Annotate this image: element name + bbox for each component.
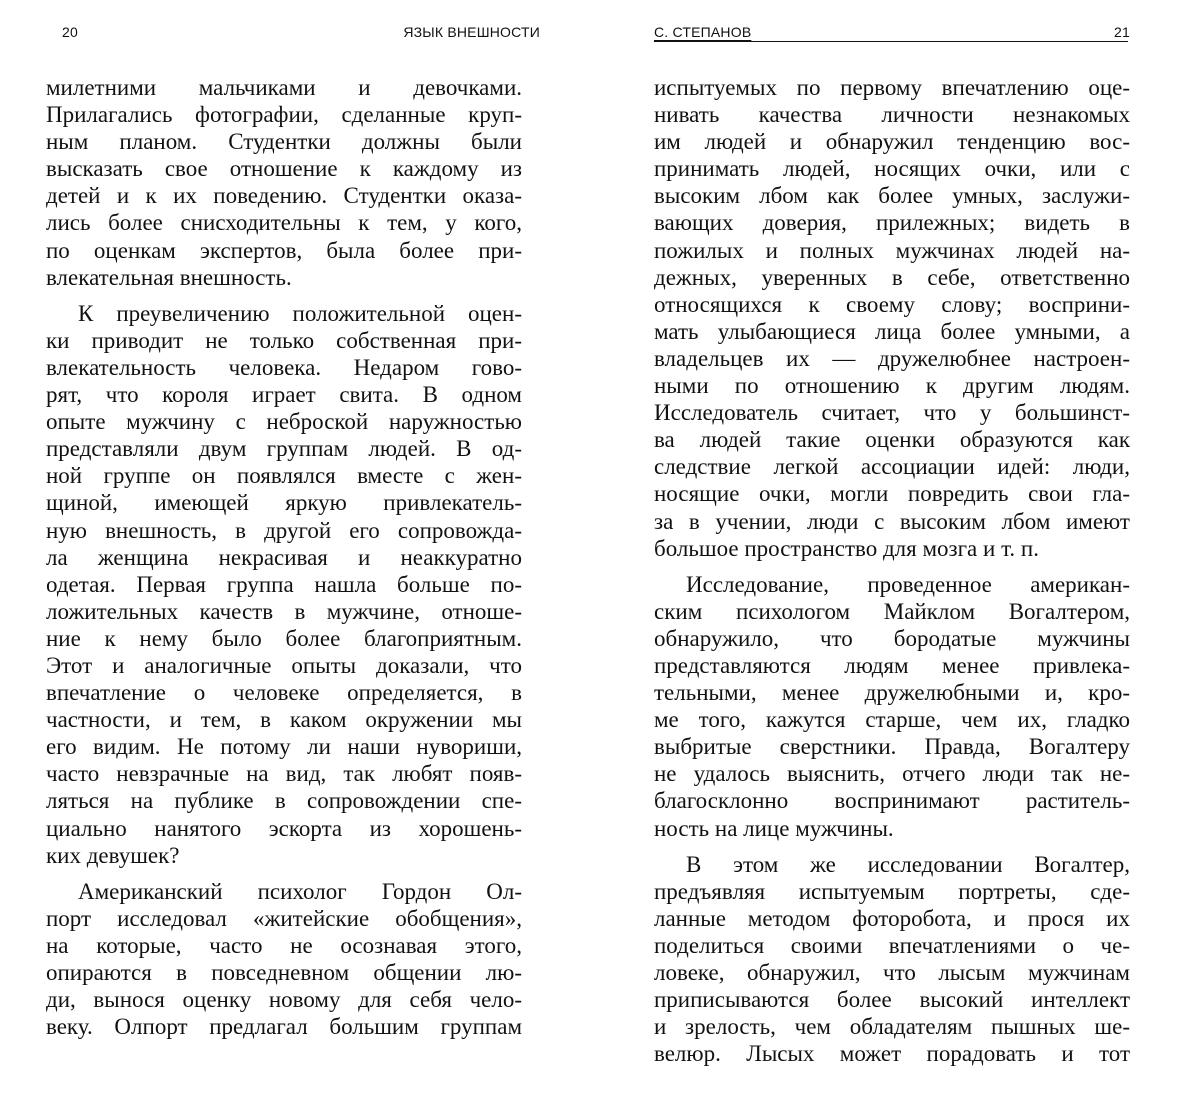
text-line: К преувеличению положительной оцен- (78, 300, 522, 326)
paragraph (46, 878, 522, 1041)
text-line: следствие легкой ассоциации идей: люди, (654, 454, 1130, 480)
text-line: ловеке, обнаружил, что лысым мужчинам (654, 960, 1130, 985)
text-line: за в учении, люди с высоким лбом имеют (654, 508, 1130, 534)
text-line: не удалось выяснить, отчего люди так не- (654, 761, 1130, 787)
paragraph (46, 300, 522, 869)
text-line: носящие очки, могли повредить свои гла- (654, 481, 1130, 507)
left-page-body (46, 74, 522, 1049)
text-line: влекательность человека. Недаром гово- (46, 354, 522, 380)
text-line: В этом же исследовании Вогалтер, (686, 851, 1130, 877)
text-line: порт исследовал «житейские обобщения», (46, 905, 522, 931)
text-line: ких девушек? (46, 842, 180, 868)
text-line: принимать людей, носящих очки, или с (654, 156, 1130, 182)
text-line: ланные методом фоторобота, и прося их (654, 905, 1130, 931)
text-line: Исследователь считает, что у большинст- (654, 400, 1130, 426)
text-line: тельными, менее дружелюбными и, кро- (654, 680, 1130, 706)
text-line: Прилагались фотографии, сделанные круп- (46, 102, 522, 128)
text-line: милетними мальчиками и девочками. (46, 75, 522, 100)
text-line: поделиться своими впечатлениями о че- (654, 932, 1130, 958)
text-line: Исследование, проведенное американ- (686, 571, 1130, 597)
text-line: ние к нему было более благоприятным. (46, 625, 522, 651)
text-line: ляться на публике в сопровождении спе- (46, 788, 522, 814)
text-line: ла женщина некрасивая и неаккуратно (46, 544, 522, 570)
text-line: ным планом. Студентки должны были (46, 129, 522, 155)
text-line: циально нанятого эскорта из хорошень- (46, 815, 522, 841)
text-line: опираются в повседневном общении лю- (46, 960, 522, 985)
paragraph (654, 851, 1130, 1068)
paragraph (654, 74, 1130, 562)
text-line: относящихся к своему слову; восприни- (654, 291, 1130, 317)
text-line: мать улыбающиеся лица более умными, а (654, 318, 1130, 344)
text-line: ским психологом Майклом Вогалтером, (654, 598, 1130, 624)
text-line: рят, что короля играет свита. В одном (46, 382, 522, 408)
text-line: благосклонно воспринимают раститель- (654, 788, 1130, 814)
header-rule (654, 41, 1128, 42)
text-line: владельцев их — дружелюбнее настроен- (654, 345, 1130, 371)
text-line: щиной, имеющей яркую привлекатель- (46, 490, 522, 516)
right-page-body (654, 74, 1130, 1076)
text-line: ными по отношению к другим людям. (654, 373, 1130, 399)
text-line: лись более снисходительны к тем, у кого, (46, 210, 522, 236)
text-line: пожилых и полных мужчинах людей на- (654, 237, 1130, 263)
text-line: ки приводит не только собственная при- (46, 327, 522, 353)
text-line: на которые, часто не осознавая этого, (46, 932, 522, 958)
text-line: вающих доверия, прилежных; видеть в (654, 210, 1130, 236)
text-line: веку. Олпорт предлагал большим группам (46, 1014, 522, 1040)
text-line: предъявляя испытуемым портреты, сде- (654, 878, 1130, 904)
text-line: его видим. Не потому ли наши нувориши, (46, 734, 522, 760)
page-number: 21 (1114, 24, 1130, 40)
text-line: дежных, уверенных в себе, ответственно (654, 264, 1130, 290)
text-line: обнаружило, что бородатые мужчины (654, 625, 1130, 651)
text-line: часто невзрачные на вид, так любят появ- (46, 761, 522, 787)
text-line: и зрелость, чем обладателям пышных ше- (654, 1014, 1130, 1040)
author-name: С. СТЕПАНОВ (654, 24, 752, 40)
text-line: опыте мужчину с неброской наружностью (46, 409, 522, 435)
text-line: впечатление о человеке определяется, в (46, 680, 522, 706)
paragraph (46, 74, 522, 291)
text-line: ди, вынося оценку новому для себя чело- (46, 987, 522, 1013)
text-line: Этот и аналогичные опыты доказали, что (46, 652, 522, 678)
text-line: велюр. Лысых может порадовать и тот (654, 1041, 1130, 1067)
paragraph (654, 571, 1130, 842)
text-line: Американский психолог Гордон Ол- (78, 878, 522, 904)
text-line: испытуемых по первому впечатлению оце- (654, 75, 1130, 100)
text-line: приписываются более высокий интеллект (654, 987, 1130, 1013)
text-line: ва людей такие оценки образуются как (654, 427, 1130, 453)
text-line: одетая. Первая группа нашла больше по- (46, 571, 522, 597)
text-line: нивать качества личности незнакомых (654, 102, 1130, 128)
text-line: ную внешность, в другой его сопровожда- (46, 517, 522, 543)
text-line: большое пространство для мозга и т. п. (654, 535, 1039, 561)
text-line: представляли двум группам людей. В од- (46, 436, 522, 462)
text-line: высказать свое отношение к каждому из (46, 156, 522, 182)
running-title: ЯЗЫК ВНЕШНОСТИ (403, 24, 540, 40)
page-number: 20 (62, 24, 78, 40)
text-line: им людей и обнаружил тенденцию вос- (654, 129, 1130, 155)
text-line: ной группе он появлялся вместе с жен- (46, 463, 522, 489)
text-line: влекательная внешность. (46, 264, 292, 290)
text-line: выбритые сверстники. Правда, Вогалтеру (654, 734, 1130, 760)
text-line: ложительных качеств в мужчине, отноше- (46, 598, 522, 624)
text-line: детей и к их поведению. Студентки оказа- (46, 183, 522, 209)
right-page (594, 0, 1188, 1106)
text-line: ме того, кажутся старше, чем их, гладко (654, 707, 1130, 733)
text-line: частности, и тем, в каком окружении мы (46, 707, 522, 733)
text-line: представляются людям менее привлека- (654, 652, 1130, 678)
text-line: по оценкам экспертов, была более при- (46, 237, 522, 263)
text-line: высоким лбом как более умных, заслужи- (654, 183, 1130, 209)
text-line: ность на лице мужчины. (654, 815, 894, 841)
